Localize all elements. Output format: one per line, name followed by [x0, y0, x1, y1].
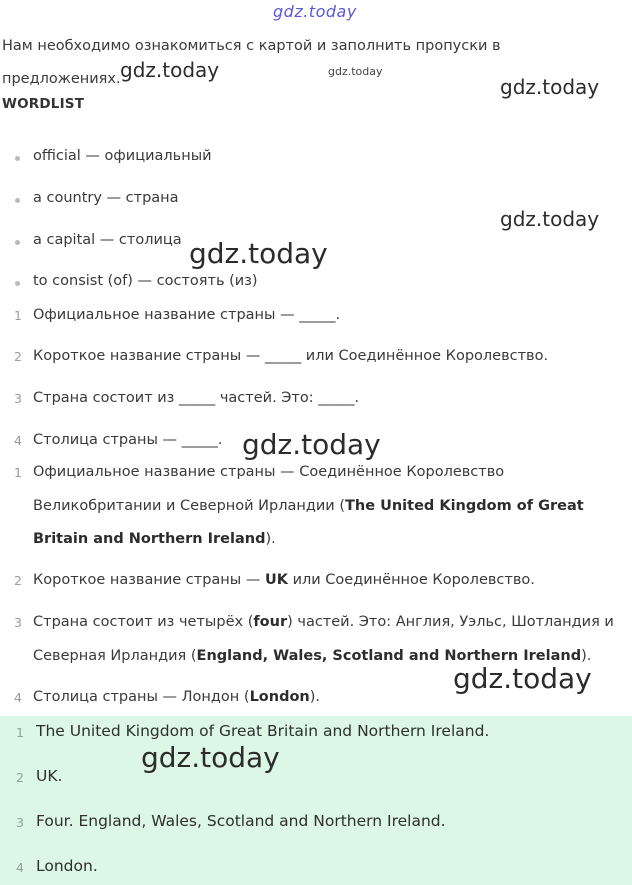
- wordlist-item: a country — страна: [33, 190, 179, 206]
- item-number: 3: [14, 615, 22, 630]
- answer-text: Официальное название страны — Соединённое Королевство Великобритании и Северной Ирландии (: [33, 464, 505, 514]
- watermark: gdz.today: [189, 237, 328, 270]
- item-number: 1: [16, 725, 24, 740]
- answer-bold: London: [249, 689, 310, 705]
- answer-bold: UK: [264, 572, 288, 588]
- answer-en-text: Four. England, Wales, Scotland and Northern Ireland.: [36, 812, 446, 830]
- item-number: 3: [14, 391, 22, 406]
- answer-en-text: London.: [36, 857, 98, 875]
- wordlist-item: a capital — столица: [33, 232, 182, 248]
- answer-text: Страна состоит из четырёх (: [33, 614, 254, 630]
- answer-bold: four: [253, 614, 288, 630]
- answer-text: ).: [309, 689, 321, 705]
- answer-ru-2: [33, 564, 629, 598]
- answer-bold: England, Wales, Scotland and Northern Ireland: [196, 647, 582, 664]
- task-text: Страна состоит из _____ частей. Это: _____.: [33, 390, 360, 406]
- answer-text: или Соединённое Королевство.: [287, 572, 535, 588]
- watermark: gdz.today: [120, 58, 220, 82]
- task-text: Столица страны — _____.: [33, 432, 223, 448]
- answer-text: Столица страны — Лондон (: [33, 689, 250, 705]
- task-text: Короткое название страны — _____ или Соединённое Королевство.: [33, 348, 549, 364]
- watermark: gdz.today: [273, 2, 357, 21]
- item-number: 1: [14, 465, 22, 480]
- watermark: gdz.today: [500, 207, 600, 231]
- answer-box: [0, 716, 632, 885]
- item-number: 2: [16, 770, 24, 785]
- bullet-icon: [15, 156, 20, 161]
- answer-en-text: The United Kingdom of Great Britain and Northern Ireland.: [36, 722, 490, 740]
- answer-bold: The United Kingdom of Great Britain and Northern Ireland: [33, 497, 584, 547]
- watermark: gdz.today: [453, 662, 592, 695]
- item-number: 1: [14, 308, 22, 323]
- answer-text: Короткое название страны —: [33, 572, 265, 588]
- item-number: 4: [14, 690, 22, 705]
- item-number: 2: [14, 349, 22, 364]
- wordlist-heading: WORDLIST: [2, 96, 85, 112]
- answer-text: ) частей. Это: Англия, Уэльс, Шотландия и Северная Ирландия (: [33, 614, 614, 664]
- wordlist-item: official — официальный: [33, 148, 212, 164]
- answer-en-text: UK.: [36, 767, 63, 785]
- task-text: Официальное название страны — _____.: [33, 307, 341, 323]
- watermark: gdz.today: [500, 75, 600, 99]
- item-number: 4: [14, 433, 22, 448]
- item-number: 3: [16, 815, 24, 830]
- wordlist-item: to consist (of) — состоять (из): [33, 273, 258, 289]
- watermark: gdz.today: [141, 741, 280, 774]
- item-number: 2: [14, 573, 22, 588]
- bullet-icon: [15, 281, 20, 286]
- answer-text: ).: [265, 531, 276, 547]
- item-number: 4: [16, 860, 24, 875]
- watermark: gdz.today: [328, 65, 383, 78]
- watermark: gdz.today: [242, 428, 381, 461]
- bullet-icon: [15, 198, 20, 203]
- answer-ru-1: [33, 456, 629, 557]
- intro-text: Нам необходимо ознакомиться с картой и заполнить пропуски в предложениях.: [2, 38, 501, 87]
- bullet-icon: [15, 240, 20, 245]
- answer-text: ).: [581, 647, 592, 664]
